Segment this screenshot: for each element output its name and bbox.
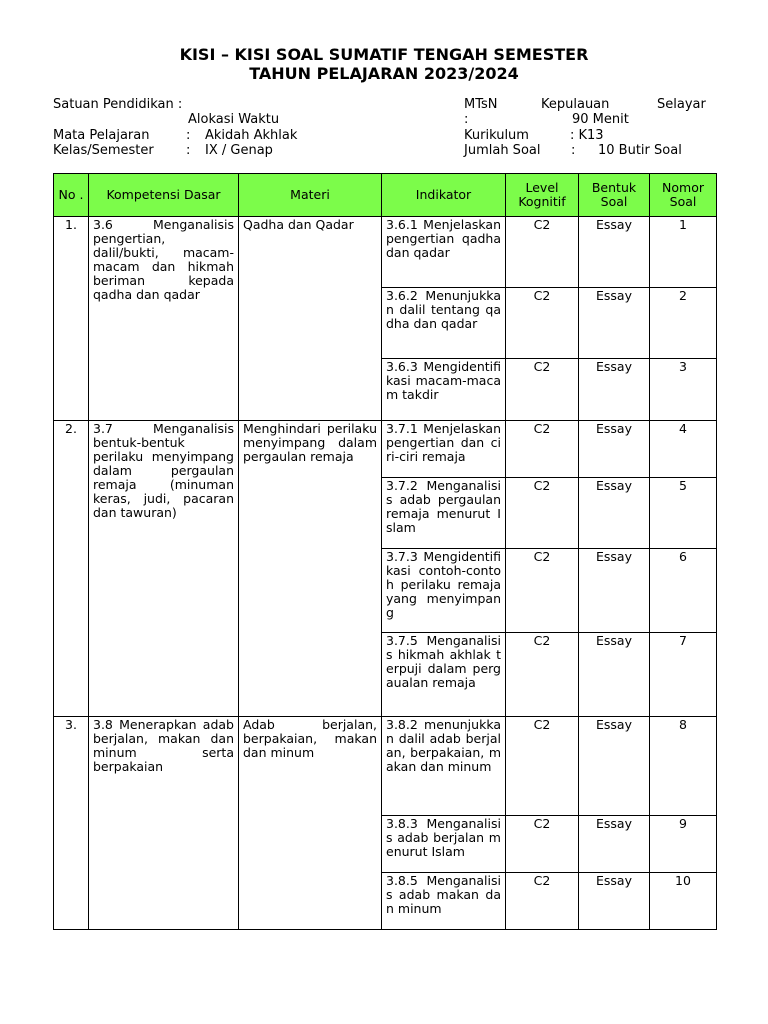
row-bentuk: Essay (579, 549, 650, 633)
alokasi-label: Alokasi Waktu (188, 112, 280, 127)
row-indikator: 3.7.1 Menjelaskan pengertian dan ciri-ciri remaja (382, 421, 506, 478)
row-level: C2 (506, 217, 579, 288)
row-kd: 3.6 Menganalisis pengertian, dalil/bukti, macam-macam dan hikmah beriman kepada qadha dan qadar (89, 217, 239, 421)
row-nomor: 2 (650, 288, 717, 359)
col-header-kd: Kompetensi Dasar (89, 174, 239, 217)
row-nomor: 10 (650, 873, 717, 930)
row-indikator: 3.6.2 Menunjukkan dalil tentang qadha dan qadar (382, 288, 506, 359)
row-indikator: 3.7.5 Menganalisis hikmah akhlak terpuji dalam pergaualan remaja (382, 633, 506, 717)
row-bentuk: Essay (579, 816, 650, 873)
mapel-label: Mata Pelajaran (53, 128, 150, 143)
kelas-colon: : (186, 143, 191, 158)
row-indikator: 3.8.2 menunjukkan dalil adab berjalan, berpakaian, makan dan minum (382, 717, 506, 816)
row-level: C2 (506, 421, 579, 478)
row-indikator: 3.8.5 Menganalisis adab makan dan minum (382, 873, 506, 930)
satuan-value-1: MTsN (464, 97, 498, 112)
row-no: 2. (54, 421, 89, 717)
mapel-value: Akidah Akhlak (205, 128, 298, 143)
alokasi-colon: : (464, 112, 469, 127)
col-header-no: No . (54, 174, 89, 217)
jumlah-value: 10 Butir Soal (598, 143, 682, 158)
row-nomor: 1 (650, 217, 717, 288)
row-materi: Menghindari perilaku menyimpang dalam pergaulan remaja (239, 421, 382, 717)
table-header-row (54, 174, 717, 217)
col-header-materi: Materi (239, 174, 382, 217)
row-level: C2 (506, 359, 579, 421)
jumlah-colon: : (571, 143, 576, 158)
row-nomor: 7 (650, 633, 717, 717)
kelas-value: IX / Genap (205, 143, 273, 158)
row-level: C2 (506, 633, 579, 717)
row-indikator: 3.7.3 Mengidentifikasi contoh-contoh perilaku remaja yang menyimpang (382, 549, 506, 633)
row-no: 3. (54, 717, 89, 930)
row-bentuk: Essay (579, 421, 650, 478)
row-kd: 3.8 Menerapkan adab berjalan, makan dan minum serta berpakaian (89, 717, 239, 930)
document-title: KISI – KISI SOAL SUMATIF TENGAH SEMESTER (179, 45, 589, 64)
table-row (54, 421, 717, 478)
row-materi: Adab berjalan, berpakaian, makan dan minum (239, 717, 382, 930)
kurikulum-value: : K13 (570, 128, 604, 143)
row-indikator: 3.6.1 Menjelaskan pengertian qadha dan qadar (382, 217, 506, 288)
row-nomor: 8 (650, 717, 717, 816)
row-bentuk: Essay (579, 633, 650, 717)
table-row (54, 217, 717, 288)
mapel-colon: : (186, 128, 191, 143)
row-kd: 3.7 Menganalisis bentuk-bentuk perilaku menyimpang dalam pergaulan remaja (minuman keras, judi, pacaran dan tawuran) (89, 421, 239, 717)
row-bentuk: Essay (579, 717, 650, 816)
col-header-level: Level Kognitif (506, 174, 579, 217)
row-nomor: 5 (650, 478, 717, 549)
row-level: C2 (506, 816, 579, 873)
row-indikator: 3.7.2 Menganalisis adab pergaulan remaja menurut Islam (382, 478, 506, 549)
satuan-value-2: Kepulauan (541, 97, 610, 112)
row-bentuk: Essay (579, 359, 650, 421)
col-header-bentuk: Bentuk Soal (579, 174, 650, 217)
satuan-value-3: Selayar (657, 97, 706, 112)
table-row (54, 717, 717, 816)
kelas-label: Kelas/Semester (53, 143, 154, 158)
alokasi-value: 90 Menit (572, 112, 629, 127)
row-bentuk: Essay (579, 217, 650, 288)
row-no: 1. (54, 217, 89, 421)
kurikulum-label: Kurikulum (464, 128, 529, 143)
row-level: C2 (506, 873, 579, 930)
row-nomor: 3 (650, 359, 717, 421)
document-subtitle: TAHUN PELAJARAN 2023/2024 (249, 64, 519, 83)
row-level: C2 (506, 717, 579, 816)
row-level: C2 (506, 288, 579, 359)
row-nomor: 4 (650, 421, 717, 478)
row-nomor: 6 (650, 549, 717, 633)
row-indikator: 3.8.3 Menganalisis adab berjalan menurut Islam (382, 816, 506, 873)
row-level: C2 (506, 478, 579, 549)
row-indikator: 3.6.3 Mengidentifikasi macam-macam takdir (382, 359, 506, 421)
jumlah-label: Jumlah Soal (464, 143, 541, 158)
row-materi: Qadha dan Qadar (239, 217, 382, 421)
kisi-table (53, 173, 717, 930)
row-bentuk: Essay (579, 478, 650, 549)
col-header-nomor: Nomor Soal (650, 174, 717, 217)
row-bentuk: Essay (579, 288, 650, 359)
row-bentuk: Essay (579, 873, 650, 930)
col-header-indikator: Indikator (382, 174, 506, 217)
row-level: C2 (506, 549, 579, 633)
row-nomor: 9 (650, 816, 717, 873)
satuan-label: Satuan Pendidikan : (53, 97, 183, 112)
